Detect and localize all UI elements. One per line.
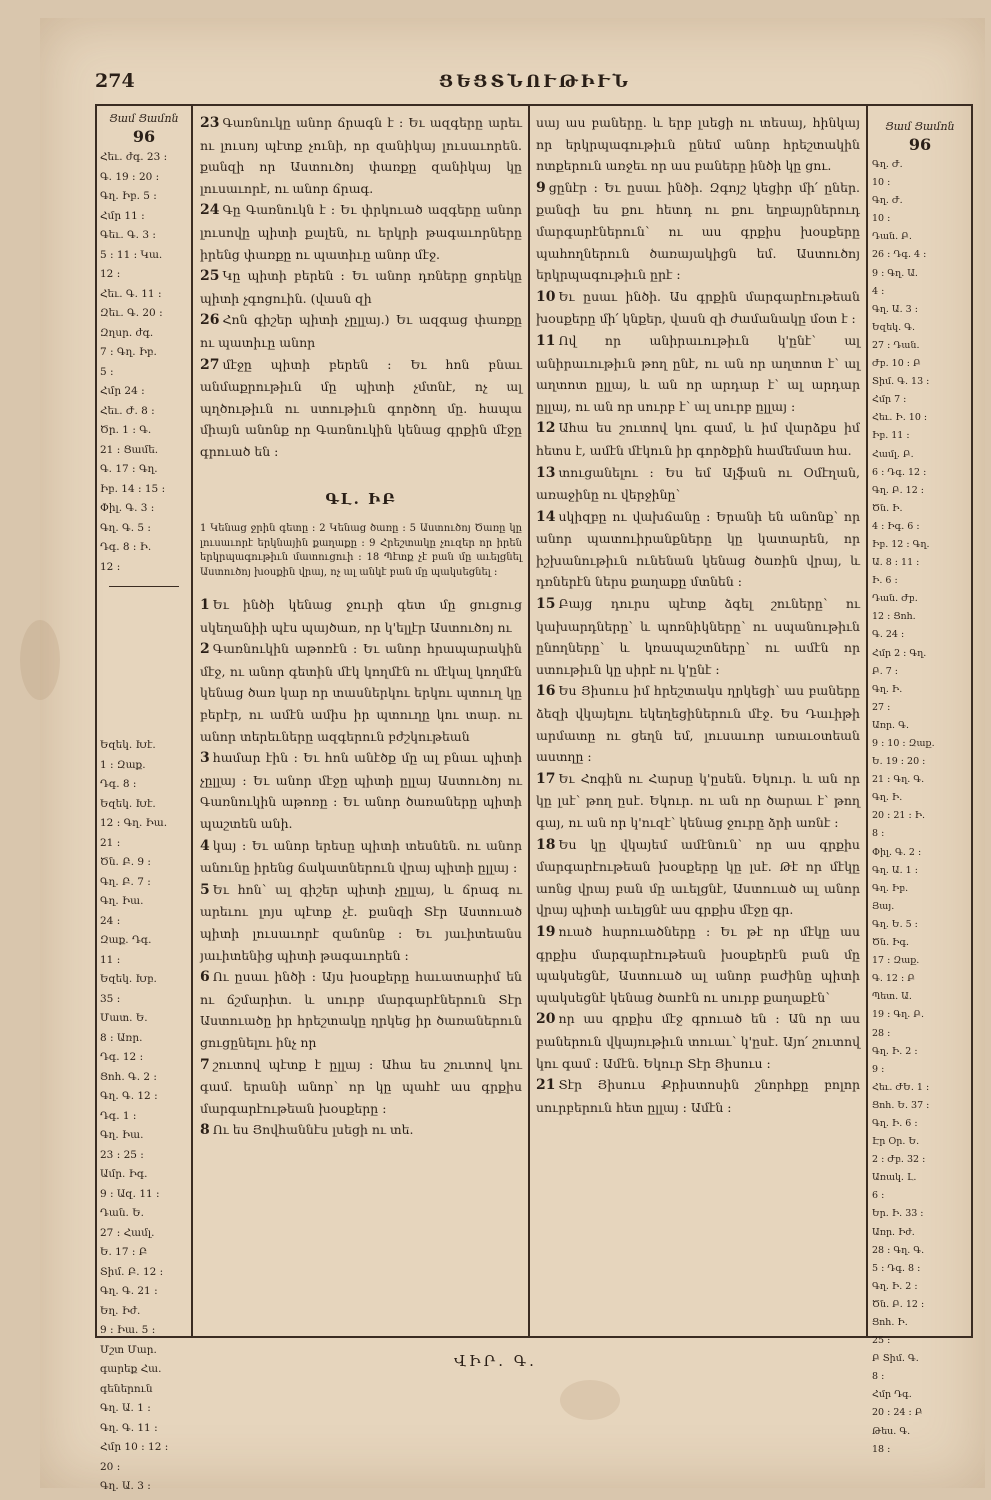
scripture-reference: Ժբ. 10 ։ Բ [872, 358, 921, 370]
scripture-reference: 20 ։ [100, 1460, 121, 1473]
scripture-reference: Դգ. 8 ։ [100, 778, 137, 790]
stain [560, 1380, 620, 1420]
scripture-reference: Գղ. Գ. 12 ։ [100, 1090, 158, 1102]
verse-text: Հոն գիշեր պիտի չըլլայ.) Եւ ազգաց փառքը ու պատիւը անոր [200, 312, 522, 350]
scripture-reference: Գ. 24 ։ [872, 629, 905, 641]
scripture-reference: Եղ. Իժ. [100, 1304, 141, 1317]
verse-number: 1 [200, 597, 210, 614]
scripture-reference: Գղ. Ի. [872, 683, 903, 695]
scripture-reference: Հեւ. Ժ. 8 ։ [100, 404, 155, 417]
scripture-reference: Հմր 2 ։ Գղ. [872, 647, 927, 659]
verse [536, 462, 860, 506]
scripture-reference: 9 ։ [872, 1063, 885, 1075]
scripture-reference: 7 ։ Գղ. Իբ. [100, 346, 157, 358]
scripture-reference: Զաք. Դգ. [100, 934, 152, 946]
verse-list [200, 112, 522, 463]
header-rule [95, 104, 973, 106]
scripture-reference: Հեւ. ԺԵ. 1 ։ [872, 1081, 930, 1093]
scripture-reference: Պետ. Ա. [872, 991, 912, 1003]
margin-divider [109, 586, 179, 587]
scripture-reference: Զեւ. Գ. 20 ։ [100, 307, 163, 319]
scripture-reference: Եզեկ. Գ. [872, 321, 916, 333]
scripture-reference: 35 ։ [100, 992, 121, 1005]
scripture-reference: 5 ։ 11 ։ Կա. [100, 248, 163, 261]
scripture-reference: Դան. Բ. [872, 231, 912, 243]
verse-number: 15 [536, 596, 556, 613]
scripture-reference: 11 ։ [100, 953, 121, 966]
scripture-reference: 9 ։ 10 ։ Զաք. [872, 738, 935, 749]
verse [200, 747, 522, 834]
verse-text: Ես կը վկայեմ ամէնուն՝ որ աս գրքիս մարգարէութեան խօսքերը կը լսէ. Թէ որ մէկը աոնց վրայ բան մը աւելցնէ, Աստուած ալ անոր վրայ պիտի աւելցնէ աս գրքիս մէջը գր. [536, 836, 860, 918]
scripture-reference: 27 ։ [872, 701, 891, 713]
scripture-reference: 9 ։ Ազ. 11 ։ [100, 1187, 160, 1200]
scripture-reference: 4 ։ Իգ. 6 ։ [872, 520, 920, 532]
verse [536, 680, 860, 767]
verse-text: շուտով պէտք է ըլլայ ։ Ահա ես շուտով կու գամ. երանի անոր՝ որ կը պահէ աս գրքիս մարգարէութեան խօսքերը ։ [200, 1056, 522, 1116]
scripture-reference: Դան. Ժբ. [872, 593, 918, 605]
scripture-reference: Տիմ. Բ. 12 ։ [100, 1265, 164, 1278]
scripture-reference: Թես. Գ. [872, 1425, 911, 1437]
scripture-reference: 1 ։ Զաք. [100, 758, 146, 771]
verse-number: 26 [200, 312, 220, 329]
scripture-reference: 5 ։ Դգ. 8 ։ [872, 1262, 921, 1274]
verse [536, 506, 860, 593]
verse-number: 9 [536, 179, 546, 196]
scripture-reference: Հեւ. ժգ. 23 ։ [100, 151, 168, 163]
verse-number: 2 [200, 641, 210, 658]
scripture-reference: Ծն. Իգ. [872, 937, 910, 949]
scripture-reference: 4 ։ [872, 285, 885, 297]
verse-number: 7 [200, 1056, 210, 1073]
scripture-reference: Մատ. Ե. [100, 1012, 148, 1024]
scripture-reference: 19 ։ Գղ. Բ. [872, 1009, 925, 1021]
scripture-reference: Ծր. 1 ։ Գ. [100, 424, 152, 436]
scripture-reference: Մշտ Մար. [100, 1343, 157, 1356]
scripture-reference: 9 ։ Իա. 5 ։ [100, 1324, 156, 1336]
verse-number: 10 [536, 288, 556, 305]
verse [536, 1074, 860, 1118]
scripture-reference: Գ. 19 ։ 20 ։ [100, 170, 160, 183]
verse [536, 834, 860, 921]
scripture-reference: 23 ։ 25 ։ [100, 1148, 144, 1161]
scripture-reference: 20 ։ 21 ։ Ի. [872, 810, 926, 822]
verse [200, 112, 522, 199]
scripture-reference: Գղ. Գ. 5 ։ [100, 521, 151, 534]
scripture-reference: Գղ. Ժ. [872, 195, 903, 207]
scripture-reference: Ամր. Իգ. [100, 1168, 148, 1180]
verse-number: 18 [536, 836, 556, 853]
verse-number: 13 [536, 464, 556, 481]
scripture-reference: Փիլ. Գ. 3 ։ [100, 502, 155, 514]
verse-number: 20 [536, 1011, 556, 1028]
verse-text: Գը Գառնուկն է ։ Եւ փրկուած ազգերը անոր լուսովը պիտի քալեն, ու երկրի թագաւորները իրենց փառքը ու պատիւը անոր մէջ. [200, 202, 522, 262]
scripture-reference: գեներուն [100, 1382, 153, 1395]
scripture-reference: 12 ։ Գղ. Իա. [100, 817, 168, 829]
page-number: 274 [95, 70, 135, 92]
scripture-reference: 12 ։ [100, 268, 121, 280]
verse [536, 1008, 860, 1074]
verse [536, 330, 860, 417]
verse [200, 966, 522, 1053]
verse-text: Եւ ինծի կենաց ջուրի գետ մը ցուցուց սկեղանիի պէս պայծառ, որ կ'ելլէր Աստուծոյ ու [200, 597, 522, 635]
scripture-reference: Գղ. Ա. 3 ։ [872, 303, 918, 315]
scripture-reference: Գղ. Գ. 21 ։ [100, 1285, 158, 1297]
verse-text: սայ աս բաները. և երբ լսեցի ու տեսայ, հինկայ որ երկրպագութիւն ընեմ անոր հրեշտակին ոտքերուն առջեւ որ աս բաները ինծի կը ցու. [536, 115, 860, 174]
verse-text: Գառնուկին աթոռէն ։ Եւ անոր հրապարակին մէջ, ու անոր գետին մէկ կողմէն ու մէկալ կողմէն կենաց ծառ կար որ տասներկու երկու պտուղ կը բերէր, ու ամէն ամիս իր պտուղը կու տար. ու անոր տերեւները ազգերուն բժշկութեան [200, 641, 522, 744]
scripture-reference: 8 ։ Առր. [100, 1031, 143, 1044]
scripture-reference: Դգ. 12 ։ [100, 1051, 144, 1063]
verse [200, 265, 522, 309]
scripture-reference: Հմր 7 ։ [872, 394, 907, 406]
margin-heading: Ցամ Ցամոն [885, 120, 955, 133]
verse [536, 921, 860, 1008]
scripture-reference: 12 ։ Ցոհ. [872, 611, 916, 623]
scripture-reference: Ի. 6 ։ [872, 575, 898, 587]
scripture-reference: Գղ. Իա. [100, 1129, 144, 1141]
scripture-reference: Գղ. Ժ. [872, 159, 903, 170]
verse-number: 14 [536, 508, 556, 525]
scripture-reference: 12 ։ [100, 560, 121, 573]
verse-number: 24 [200, 202, 220, 219]
scripture-reference: Գղ. Ա. 1 ։ [872, 864, 918, 876]
scripture-reference: գարեք Հա. [100, 1363, 162, 1375]
verse-text: սկիզբը ու վախճանը ։ Երանի են անոնք՝ որ անոր պատուիրանքները կը կատարեն, որ իշխանութիւն ունենան կենաց ծառին վրայ, և դռներէն ներս քաղաքը մտնեն ։ [536, 508, 860, 590]
verse [536, 177, 860, 286]
scripture-reference: Եզեկ. Խէ. [100, 797, 156, 810]
verse-number: 11 [536, 332, 556, 349]
scripture-reference: 8 ։ [872, 828, 885, 840]
scripture-reference: 17 ։ Զաք. [872, 955, 920, 967]
scripture-reference: 21 ։ Ցամե. [100, 443, 159, 456]
verse-number: 16 [536, 683, 556, 700]
scripture-reference: Առակ. Լ. [872, 1172, 917, 1184]
verse-text: Կը պիտի բերեն ։ Եւ անոր դռները ցորեկը պիտի չգոցուին. (վասն զի [200, 268, 522, 306]
verse [200, 835, 522, 879]
scripture-reference: Առր. Գ. [872, 719, 909, 731]
scripture-reference: Հեւ. Գ. 11 ։ [100, 287, 162, 300]
verse-number: 4 [200, 837, 210, 854]
scripture-reference: Զղսր. ժգ. [100, 326, 154, 339]
scripture-reference: Տիմ. Գ. 13 ։ [872, 376, 930, 388]
verse-number: 25 [200, 268, 220, 285]
scripture-reference: Գղ. Իբ. [872, 882, 909, 894]
scripture-reference: 20 ։ 24 ։ Բ [872, 1407, 923, 1419]
scripture-reference: Բ Տիմ. Գ. [872, 1353, 919, 1365]
verse [200, 309, 522, 353]
verse [536, 417, 860, 461]
center-divider [528, 104, 530, 1338]
scripture-reference: Գղ. Ի. 2 ։ [872, 1280, 918, 1292]
right-margin-divider [866, 104, 868, 1338]
scripture-reference: Դան. Ե. [100, 1207, 145, 1219]
scripture-reference: 25 ։ [872, 1335, 891, 1347]
scripture-reference: Բ. 7 ։ [872, 665, 899, 677]
text-column-right [536, 112, 860, 1118]
scripture-reference: Եր. Ի. 33 ։ [872, 1208, 924, 1220]
scripture-reference: 28 ։ Գղ. Գ. [872, 1244, 925, 1256]
verse-text: որ աս գրքիս մէջ գրուած են ։ Ան որ աս բաներուն վկայութիւն տուաւ՝ կ'ըսէ. Այո՛ շուտով կու գամ ։ Ամէն. Եկուր Տէր Յիսուս ։ [536, 1011, 860, 1071]
footer-rule [95, 1336, 973, 1338]
verse [536, 286, 860, 330]
scripture-reference: Յայ. [872, 900, 895, 912]
verse-text: ուած հարուածները ։ Եւ թէ որ մէկը աս գրքիս մարգարէութեան խօսքերէն բան մը պակսեցնէ, Աստուած ալ անոր բաժինը պիտի պակսեցնէ կենաց ծառէն ու սուրբ քաղաքէն՝ [536, 923, 860, 1005]
left-border [95, 104, 97, 1338]
scripture-reference: Ծն. Ի. [872, 502, 903, 514]
reference-list [100, 737, 188, 1496]
verse-text: տուցանելու ։ Ես եմ Ալֆան ու Օմէղան, առաջինը ու վերջինը՝ [536, 464, 860, 503]
scripture-reference: 21 ։ Գղ. Գ. [872, 774, 925, 786]
scripture-reference: Ցոհ. Ի. [872, 1317, 908, 1328]
scripture-reference: Փիլ. Գ. 2 ։ [872, 846, 922, 858]
scripture-reference: 27 ։ Դան. [872, 339, 920, 351]
verse [200, 199, 522, 265]
verse-number: 3 [200, 750, 210, 767]
stain [20, 620, 60, 700]
verse-text: Ու ըսաւ ինծի ։ Այս խօսքերը հաւատարիմ են ու ճշմարիտ. և սուրբ մարգարէներուն Տէր Աստուածը իր հրեշտակը ղրկեց իր ծառաներուն ցուցընելու ինչ որ [200, 969, 522, 1050]
scripture-reference: Իբ. 11 ։ [872, 430, 910, 442]
left-margin-divider [191, 104, 193, 1338]
verse-text: համար էին ։ Եւ հոն անէծք մը ալ բնաւ պիտի չըլլայ ։ Եւ անոր մէջը պիտի ըլլայ Աստուծոյ ու Գառնուկին աթոռը ։ Եւ անոր ծառաները պիտի պաշտեն անի. [200, 750, 522, 832]
scripture-reference: Գ. 12 ։ Բ [872, 973, 915, 985]
scripture-reference: Գղ. Ի. [872, 792, 903, 804]
verse-text: կայ ։ Եւ անոր երեսը պիտի տեսնեն. ու անոր անունը իրենց ճակատներուն վրայ պիտի ըլլայ ։ [200, 837, 522, 876]
scripture-reference: Ե. 19 ։ 20 ։ [872, 756, 926, 768]
scripture-reference: Դգ. 8 ։ Ի. [100, 541, 152, 553]
scripture-reference: 6 ։ Դգ. 12 ։ [872, 466, 927, 478]
scripture-reference: 10 ։ [872, 213, 891, 225]
verse-text: Գառնուկը անոր ճրագն է ։ Եւ ազգերը արեւ ու լուսոյ պէտք չունի, որ զանիկայ լուսաւորեն. քանզի որ Աստուծոյ փառքը զանիկայ կը լուսաւորէ, ու անոր ճրագ. [200, 115, 522, 196]
right-margin-references [872, 118, 968, 1460]
scripture-reference: Գղ. Գ. 11 ։ [100, 1421, 158, 1434]
scripture-reference: Հմր 10 ։ 12 ։ [100, 1441, 169, 1453]
scripture-reference: Եզեկ. Խբ. [100, 973, 157, 985]
verse-text: Բայց դուրս պէտք ձգել շուները՝ ու կախարդները՝ և պոռնիկները՝ ու սպանութիւն ընողները՝ և կռապաշտները՝ ու ամէն որ ստութիւն կը սիրէ ու կ'ընէ ։ [536, 596, 860, 677]
verse [536, 112, 860, 177]
running-title: ՑԵՑՏՆՈՒԹԻՒՆ [439, 72, 631, 92]
verse [200, 1119, 522, 1142]
scripture-reference: Էր Օր. Ե. [872, 1136, 920, 1148]
scripture-reference: Գղ. Իբ. 5 ։ [100, 190, 157, 202]
scripture-reference: Դգ. 1 ։ [100, 1109, 137, 1122]
reference-list [100, 149, 188, 576]
scripture-reference: Ցոհ. Ե. 37 ։ [872, 1099, 930, 1111]
verse [536, 768, 860, 834]
page-header [95, 64, 975, 104]
scripture-reference: Իբ. 12 ։ Գղ. [872, 538, 930, 550]
scripture-reference: Գղ. Ե. 5 ։ [872, 918, 918, 930]
margin-heading-number: 96 [908, 134, 932, 154]
verse [200, 1054, 522, 1120]
verse-text: մէջը պիտի բերեն ։ Եւ հոն բնաւ անմաքրութիւն մը պիտի չմտնէ, ոչ ալ պղծութիւն ու ստութիւն գործող մը. հապա միայն անոնք որ Գառնուկին կենաց գրքին մէջը գրուած են ։ [200, 356, 522, 459]
scripture-reference: Գղ. Բ. 12 ։ [872, 484, 925, 496]
verse-number: 12 [536, 420, 556, 437]
scripture-reference: Գղ. Ի. 2 ։ [872, 1045, 918, 1057]
scripture-reference: Համլ. Բ. [872, 448, 914, 460]
scripture-reference: Գղ. Իա. [100, 895, 144, 907]
verse-text: Ես Յիսուս իմ հրեշտակս ղրկեցի՝ աս բաները ձեզի վկայելու եկեղեցիներուն մէջ. Ես Դաւիթի արմատը ու ցեղն եմ, լուսաւոր առաւօտեան աստղը ։ [536, 683, 860, 765]
chapter-summary: 1 Կենաց ջրին գետը ։ 2 Կենաց ծառը ։ 5 Աստուծոյ Ծառը կը լուսաւորէ երկնային քաղաքը ։ 9 Հրեշտակը չուզեր որ իրեն երկրպագութիւն մատուցուի ։ 18 Պէտք չէ բան մը աւելցնել Աստուծոյ խօսքին վրայ, ոչ ալ անկէ բան մը պակսեցնել ։ [200, 523, 522, 578]
verse [200, 638, 522, 747]
scripture-reference: 2 ։ Ժբ. 32 ։ [872, 1154, 926, 1166]
right-border [971, 104, 973, 1338]
scripture-reference: Հմր 24 ։ [100, 385, 145, 397]
verse [200, 594, 522, 638]
scripture-reference: Գղ. Բ. 7 ։ [100, 875, 151, 888]
verse-text: Ահա ես շուտով կու գամ, և իմ վարձքս իմ հետս է, ամէն մէկուն իր գործքին համեմատ հա. [536, 420, 860, 458]
scripture-reference: Հմր 11 ։ [100, 209, 145, 222]
verse-number: 21 [536, 1077, 556, 1094]
scripture-reference: Գղ. Ա. 1 ։ [100, 1402, 151, 1414]
verse-text: Ու ես Յովհաննէս լսեցի ու տե. [212, 1122, 414, 1138]
scripture-reference: Գեւ. Գ. 3 ։ [100, 229, 156, 241]
verse-list [536, 112, 860, 1118]
verse-number: 17 [536, 770, 556, 787]
verse-number: 8 [200, 1122, 210, 1139]
reference-list [872, 157, 968, 1458]
chapter-heading: ԳԼ. ԻԲ [325, 489, 397, 508]
scripture-reference: 24 ։ [100, 914, 121, 927]
scripture-reference: Ա. 8 ։ 11 ։ [872, 557, 920, 569]
scripture-reference: 26 ։ Դգ. 4 ։ [872, 249, 927, 261]
verse-text: Տէր Յիսուս Քրիստոսին շնորհքը բոլոր սուրբերուն հետ ըլլայ ։ Ամէն ։ [536, 1077, 860, 1115]
scripture-reference: Հեւ. Ի. 10 ։ [872, 412, 928, 424]
scripture-reference: 18 ։ [872, 1443, 891, 1455]
scripture-reference: Գղ. Ա. 3 ։ [100, 1480, 151, 1492]
scripture-reference: Եզեկ. Խէ. [100, 739, 156, 751]
margin-heading-number: 96 [132, 126, 156, 146]
scripture-reference: Գղ. Ի. 6 ։ [872, 1117, 918, 1129]
scripture-reference: 5 ։ [100, 365, 114, 378]
verse-number: 27 [200, 356, 220, 373]
scripture-reference: 21 ։ [100, 836, 121, 849]
scripture-reference: 6 ։ [872, 1190, 885, 1202]
scripture-reference: 8 ։ [872, 1371, 885, 1383]
scripture-reference: 28 ։ [872, 1027, 891, 1039]
scripture-reference: Ծն. Բ. 9 ։ [100, 856, 151, 868]
scripture-reference: Իբ. 14 ։ 15 ։ [100, 482, 166, 495]
margin-heading: Ցամ Ցամոն [109, 112, 179, 125]
verse-list [200, 594, 522, 1142]
verse-text: Եւ Հոգին ու Հարսը կ'ըսեն. Եկուր. և ան որ կը լսէ՝ թող ըսէ. Եկուր. ու ան որ ծարաւ է՝ թող գայ, ու ան որ կ'ուզէ՝ կենաց ջուրը ձրի առնէ ։ [536, 770, 860, 830]
verse-number: 5 [200, 881, 210, 898]
scripture-reference: 10 ։ [872, 177, 891, 189]
verse-text: Ով որ անիրաւութիւն կ'ընէ՝ ալ անիրաւութիւն թող ընէ, ու ան որ աղտոտ է՝ ալ աղտոտ ըլլայ, և ան որ արդար է՝ ալ արդար ըլլայ, ու ան որ սուրբ է՝ ալ սուրբ ըլլայ ։ [536, 332, 860, 414]
scripture-reference: Ծն. Բ. 12 ։ [872, 1298, 925, 1310]
verse-text: Եւ ըսաւ ինծի. Աս գրքին մարգարէութեան խօսքերը մի՛ կնքեր, վասն զի ժամանակը մօտ է ։ [536, 288, 860, 327]
scripture-reference: 9 ։ Գղ. Ա. [872, 267, 918, 279]
text-column-left [200, 112, 522, 1142]
signature-mark: ՎԻՐ. Գ. [454, 1352, 537, 1370]
verse-text: Եւ հոն՝ ալ գիշեր պիտի չըլլայ, և ճրագ ու արեւու լոյս պէտք չէ. քանզի Տէր Աստուած պիտի լուսաւորէ զանոնք ։ Եւ յաւիտեանս յաւիտենից պիտի թագաւորեն ։ [200, 881, 522, 963]
verse-number: 19 [536, 923, 556, 940]
scripture-reference: Ցոհ. Գ. 2 ։ [100, 1070, 157, 1083]
verse [200, 879, 522, 966]
scripture-reference: Գ. 17 ։ Գղ. [100, 463, 158, 475]
scripture-reference: Առր. Իժ. [872, 1226, 915, 1238]
verse-number: 6 [200, 969, 210, 986]
verse-text: ցընէր ։ Եւ ըսաւ ինծի. Զգոյշ կեցիր մի՛ ըներ. քանզի ես քու հետդ ու քու եղբայրներուդ մարգարէներուն՝ ու աս գրքիս խօսքերը պահողներուն ծառայակիցն եմ. Աստուծոյ երկրպագութիւն ըրէ ։ [536, 179, 860, 283]
left-margin-references [100, 110, 188, 1498]
verse [200, 354, 522, 463]
scripture-reference: Ե. 17 ։ Բ [100, 1246, 148, 1258]
scripture-reference: 27 ։ Համլ. [100, 1226, 155, 1239]
scripture-reference: Հմր Դգ. [872, 1389, 912, 1401]
verse-number: 23 [200, 115, 220, 131]
verse [536, 593, 860, 680]
